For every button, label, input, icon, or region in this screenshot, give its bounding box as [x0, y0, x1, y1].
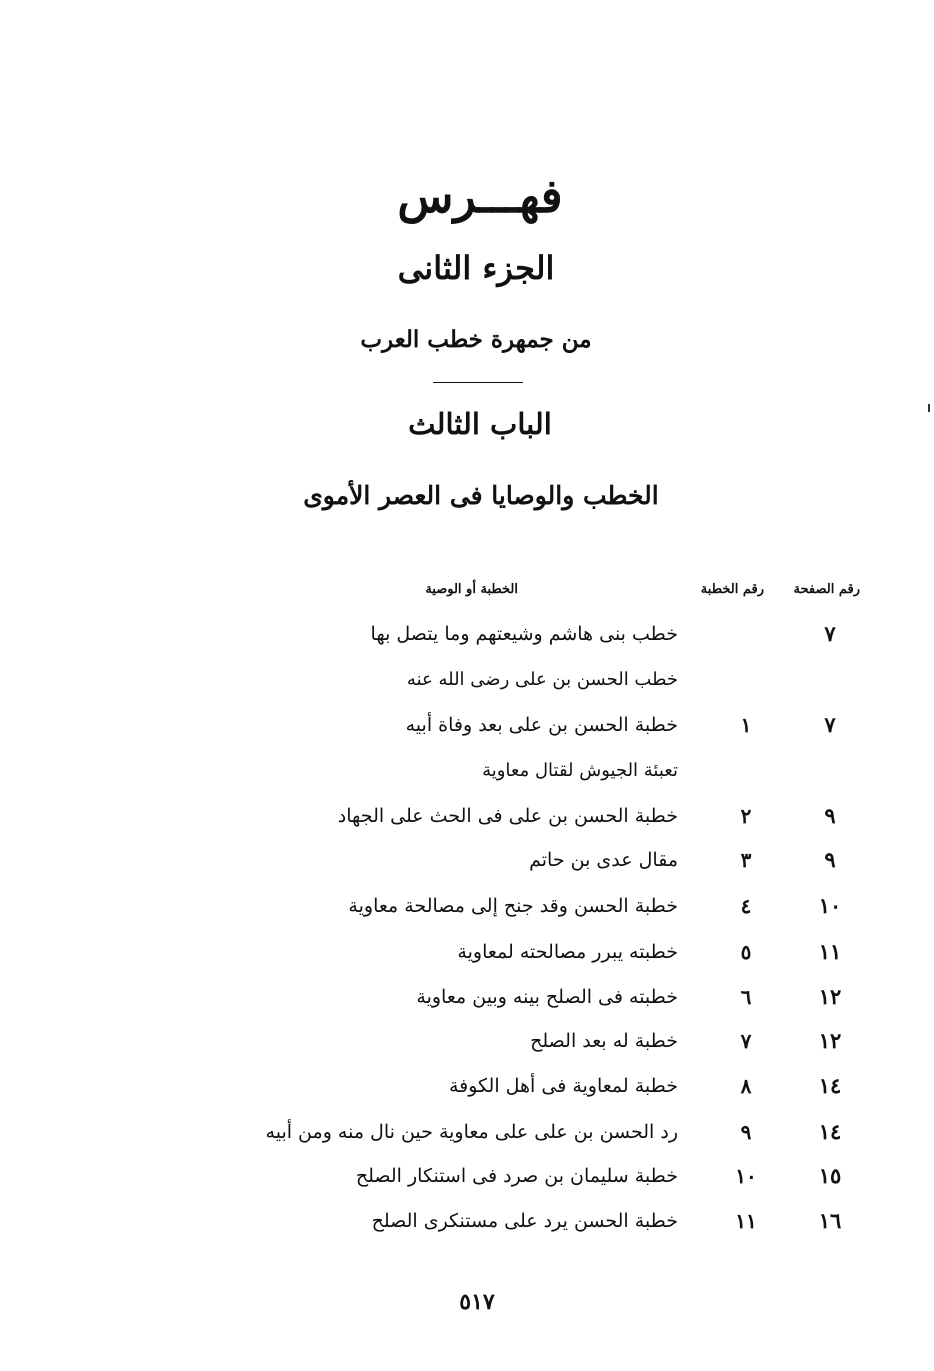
row-page-number: ٩: [824, 803, 836, 828]
table-row: [0, 796, 934, 836]
row-page-number: ١٢: [818, 984, 842, 1009]
row-page-number: ٧: [824, 712, 836, 737]
row-speech-number: ٥: [740, 940, 752, 964]
book-title: من جمهرة خطب العرب: [360, 326, 592, 353]
row-speech-number: ٧: [740, 1029, 752, 1053]
row-speech-number: ٢: [740, 804, 752, 828]
row-page-number: ٩: [824, 847, 836, 872]
row-title: رد الحسن بن على على معاوية حين نال منه ومن أبيه: [265, 1121, 678, 1143]
row-speech-number: ٣: [740, 848, 752, 872]
row-page-number: ١٢: [818, 1028, 842, 1053]
table-row: [0, 1156, 934, 1196]
table-row: [0, 1066, 934, 1106]
row-title: خطبته فى الصلح بينه وبين معاوية: [416, 986, 678, 1008]
row-title: خطبة له بعد الصلح: [530, 1030, 678, 1052]
row-title: خطبة سليمان بن صرد فى استنكار الصلح: [355, 1165, 678, 1187]
table-row: [0, 1112, 934, 1152]
row-page-number: ١٤: [818, 1073, 842, 1098]
row-speech-number: ١٠: [735, 1164, 757, 1188]
table-row: [0, 840, 934, 880]
row-speech-number: ٤: [740, 894, 752, 918]
row-title: خطبة لمعاوية فى أهل الكوفة: [448, 1075, 678, 1097]
margin-mark: [928, 404, 930, 412]
row-title: خطبته يبرر مصالحته لمعاوية: [457, 941, 678, 963]
row-speech-number: ٩: [740, 1120, 752, 1144]
table-row: [0, 886, 934, 926]
row-speech-number: ٨: [740, 1074, 752, 1098]
row-page-number: ١٥: [818, 1163, 842, 1188]
row-page-number: ١٤: [818, 1119, 842, 1144]
table-row: [0, 751, 934, 791]
column-header-page: رقم الصفحة: [793, 582, 860, 597]
table-row: [0, 932, 934, 972]
chapter-title: الباب الثالث: [408, 407, 552, 441]
row-title: تعبئة الجيوش لقتال معاوية: [482, 760, 678, 781]
page-number: ٥١٧: [459, 1289, 495, 1315]
table-row: [0, 614, 934, 654]
row-title: خطبة الحسن بن على بعد وفاة أبيه: [405, 714, 678, 736]
row-speech-number: ١١: [735, 1209, 757, 1233]
table-row: [0, 705, 934, 745]
row-page-number: ٧: [824, 621, 836, 646]
row-speech-number: ١: [740, 713, 752, 737]
row-title: خطبة الحسن وقد جنح إلى مصالحة معاوية: [348, 895, 678, 917]
index-title: فهـــرس: [397, 169, 563, 223]
column-header-number: رقم الخطبة: [700, 582, 764, 597]
chapter-subtitle: الخطب والوصايا فى العصر الأموى: [303, 481, 659, 510]
table-row: [0, 977, 934, 1017]
table-row: [0, 1201, 934, 1241]
table-row: [0, 660, 934, 700]
row-title: خطب بنى هاشم وشيعتهم وما يتصل بها: [370, 623, 678, 645]
table-row: [0, 1021, 934, 1061]
row-page-number: ١٦: [818, 1208, 842, 1233]
row-title: خطبة الحسن يرد على مستنكرى الصلح: [371, 1210, 678, 1232]
row-title: خطبة الحسن بن على فى الحث على الجهاد: [337, 805, 678, 827]
row-speech-number: ٦: [740, 985, 752, 1009]
row-title: مقال عدى بن حاتم: [529, 849, 678, 871]
row-page-number: ١١: [818, 939, 842, 964]
row-title: خطب الحسن بن على رضى الله عنه: [406, 669, 678, 690]
row-page-number: ١٠: [818, 893, 842, 918]
column-header-title: الخطبة أو الوصية: [425, 582, 518, 597]
part-title: الجزء الثانى: [397, 249, 555, 287]
